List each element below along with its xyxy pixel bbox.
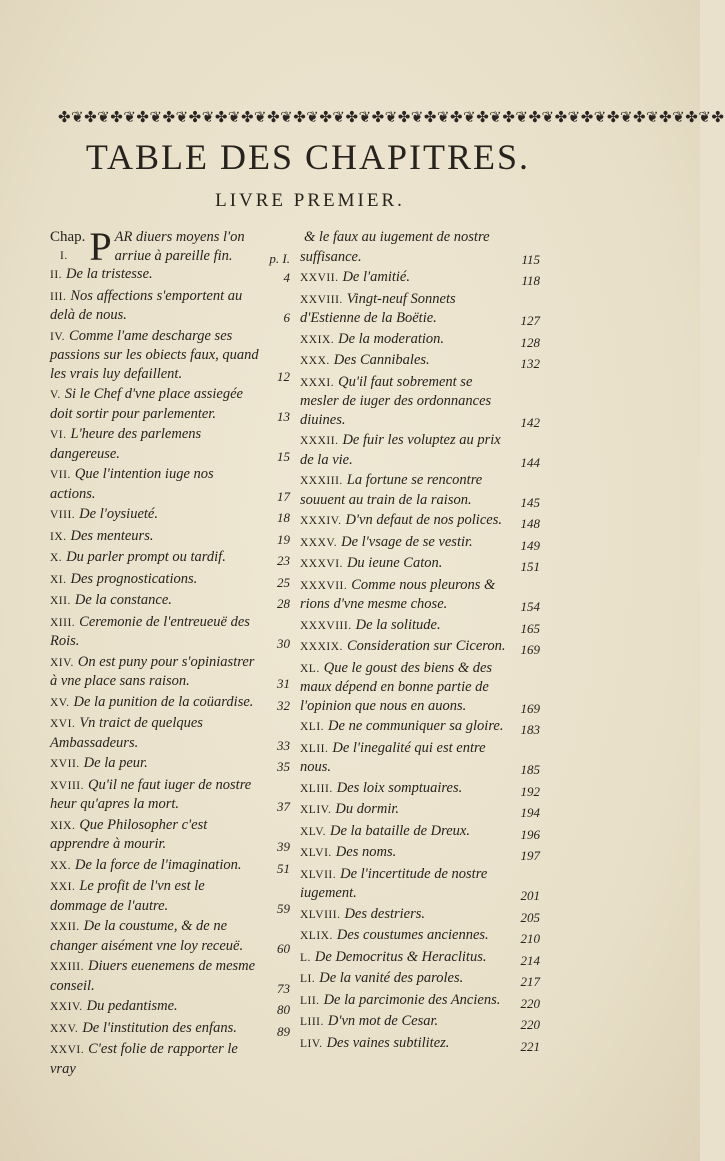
toc-entry-page: 221 [520, 1038, 540, 1054]
toc-entry [300, 717, 540, 737]
toc-entry-title: Du ieune Caton. [346, 555, 443, 571]
toc-entry-number: VIII. [50, 509, 76, 521]
toc-entry-page: 18 [277, 510, 290, 525]
toc-entry-number: XXI. [50, 881, 76, 893]
toc-entry-page: 210 [520, 931, 540, 946]
toc-entry-title: Des destriers. [344, 905, 426, 922]
toc-entry-title: D'vn mot de Cesar. [327, 1013, 439, 1029]
toc-entry [50, 548, 290, 568]
toc-entry [50, 997, 290, 1017]
book-subtitle: LIVRE PREMIER. [215, 190, 405, 211]
toc-entry [50, 465, 290, 503]
toc-entry-title: De l'inegalité qui est entre nous. [300, 739, 486, 775]
toc-entry-page: 220 [520, 1017, 540, 1032]
toc-entry [50, 877, 290, 915]
toc-entry-number: XXXVIII. [300, 619, 352, 632]
toc-entry-title: De ne communiquer sa gloire. [328, 718, 504, 734]
toc-entry-page: 12 [277, 368, 290, 384]
toc-entry-page: 127 [520, 313, 540, 328]
toc-entry-number: XV. [50, 696, 70, 709]
toc-entry-page: 154 [520, 599, 540, 614]
toc-entry-number: XXXVI. [300, 558, 343, 570]
toc-entry-number: XIV. [50, 656, 74, 669]
toc-entry [50, 570, 290, 590]
toc-entry-title: De la peur. [83, 755, 148, 771]
toc-entry-number: XXXIV. [300, 515, 342, 527]
toc-entry-title: Ceremonie de l'entreueuë des Rois. [50, 613, 250, 649]
toc-entry-number: XVIII. [50, 779, 84, 792]
toc-entry [50, 287, 290, 325]
toc-right-column [300, 228, 540, 1055]
toc-entry-page: 185 [520, 762, 540, 777]
toc-entry-title: Des Cannibales. [333, 352, 430, 368]
toc-entry-number: V. [50, 389, 61, 401]
toc-entry [300, 905, 540, 925]
toc-entry-title: De la bataille de Dreux. [329, 822, 470, 839]
toc-entry-title: Comme nous pleurons & rions d'vne mesme chose. [300, 576, 496, 612]
toc-entry [50, 856, 290, 876]
toc-entry-title: Des menteurs. [70, 527, 154, 544]
toc-entry-number: X. [50, 552, 63, 564]
toc-entry-title: De l'oysiueté. [79, 506, 158, 522]
toc-entry-title: De la punition de la coüardise. [73, 693, 254, 710]
toc-entry-page: 197 [520, 848, 540, 863]
toc-entry [50, 505, 290, 525]
toc-entry-title: De Democritus & Heraclitus. [314, 948, 487, 965]
toc-entry-page: 151 [520, 559, 540, 574]
toc-entry-number: XVI. [50, 718, 76, 730]
drop-cap: P [89, 224, 112, 269]
toc-entry-title: Du pedantisme. [86, 998, 178, 1014]
toc-entry [50, 653, 290, 691]
toc-entry [50, 714, 290, 752]
toc-entry [50, 613, 290, 651]
toc-entry-page: 37 [277, 799, 290, 814]
toc-entry [300, 779, 540, 799]
toc-entry-page: 32 [277, 697, 290, 713]
toc-entry [300, 290, 540, 328]
toc-entry-page: 19 [277, 531, 290, 547]
toc-entry-number: XLII. [300, 742, 329, 755]
toc-entry-page: 165 [520, 620, 540, 636]
toc-entry-page: 73 [277, 980, 290, 996]
toc-entry-number: IX. [50, 530, 67, 543]
toc-entry-number: XXVIII. [300, 293, 343, 306]
toc-entry-page: 13 [277, 408, 290, 424]
toc-entry [50, 591, 290, 611]
toc-entry-page: 51 [277, 860, 290, 876]
toc-entry-title: De la force de l'imagination. [75, 856, 242, 873]
toc-entry-first [50, 224, 290, 269]
toc-entry-number: XIX. [50, 819, 76, 832]
toc-entry-number: XXXVII. [300, 579, 348, 592]
toc-entry [50, 957, 290, 995]
toc-entry-number: XXX. [300, 355, 330, 367]
toc-entry [50, 693, 290, 713]
toc-entry [300, 659, 540, 716]
toc-entry-page: 59 [277, 900, 290, 916]
toc-entry-number: XXXI. [300, 376, 335, 389]
toc-entry-title: De la coustume, & de ne changer aisément vne loy receuë. [50, 918, 244, 954]
toc-entry [50, 327, 290, 384]
toc-entry-title: De l'amitié. [342, 269, 410, 285]
toc-right-list [300, 228, 540, 1055]
toc-entry [50, 754, 290, 774]
toc-entry-title: De la constance. [74, 592, 172, 608]
toc-entry-number: XLVIII. [300, 908, 341, 921]
toc-entry-page: 183 [520, 722, 540, 737]
toc-entry-title: & le faux au iugement de nostre suffisance. [300, 229, 490, 265]
toc-entry [300, 431, 540, 469]
toc-entry-title: De l'institution des enfans. [82, 1019, 237, 1036]
toc-entry [50, 425, 290, 463]
toc-entry-number: XL. [300, 662, 320, 675]
toc-entry-title: Consideration sur Ciceron. [346, 638, 506, 654]
toc-entry-title: De la parcimonie des Anciens. [323, 991, 501, 1008]
toc-entry-title: Si le Chef d'vne place assiegée doit sortir pour parlementer. [50, 386, 243, 422]
toc-entry-number: XI. [50, 573, 67, 586]
toc-entry [300, 1034, 540, 1054]
toc-entry [300, 533, 540, 553]
toc-entry [300, 471, 540, 509]
toc-entry-title: De l'incertitude de nostre iugement. [300, 865, 488, 901]
toc-entry-number: XXXII. [300, 435, 339, 447]
toc-entry-title: Du dormir. [335, 801, 400, 817]
toc-entry-page: p. I. [269, 250, 290, 266]
toc-entry-page: 192 [520, 783, 540, 799]
toc-entry-title: Des vaines subtilitez. [326, 1034, 450, 1051]
toc-entry-number: LI. [300, 973, 316, 985]
toc-entry-number: XLV. [300, 825, 326, 838]
toc-entry-number: XLI. [300, 721, 325, 733]
toc-left-column [50, 224, 290, 1080]
toc-entry-title: Qu'il faut sobrement se mesler de iuger des ordonnances diuines. [300, 373, 492, 428]
toc-entry-number: L. [300, 951, 311, 964]
toc-entry [300, 616, 540, 636]
toc-entry-title: Vingt-neuf Sonnets d'Estienne de la Boëtie. [300, 290, 456, 326]
toc-entry [300, 800, 540, 820]
toc-entry-number: XXII. [50, 921, 80, 933]
toc-entry-number: LII. [300, 994, 320, 1007]
toc-entry [300, 843, 540, 863]
toc-entry-page: 220 [520, 995, 540, 1011]
toc-entry [50, 385, 290, 423]
toc-entry-number: XXIX. [300, 333, 335, 346]
toc-entry-page: 205 [520, 909, 540, 925]
toc-entry-page: 217 [520, 974, 540, 989]
toc-entry-page: 144 [520, 454, 540, 470]
toc-entry-page: 15 [277, 448, 290, 464]
page-title: TABLE DES CHAPITRES. [85, 137, 531, 177]
toc-entry [300, 1012, 540, 1032]
toc-entry-title: De la vanité des paroles. [319, 970, 464, 986]
toc-entry-number: XLIII. [300, 782, 333, 795]
toc-entry [300, 637, 540, 657]
toc-entry-page: 6 [283, 310, 290, 325]
toc-entry-page: 115 [521, 251, 540, 267]
toc-entry-page: 214 [520, 952, 540, 968]
toc-entry-number: III. [50, 290, 67, 303]
toc-entry-number: LIII. [300, 1016, 324, 1028]
toc-entry-title: De la moderation. [338, 330, 445, 347]
toc-entry [300, 554, 540, 574]
toc-entry [50, 816, 290, 854]
toc-entry-page: 149 [520, 537, 540, 553]
toc-entry [300, 373, 540, 430]
toc-entry [50, 776, 290, 814]
toc-entry-page: 169 [520, 700, 540, 716]
toc-entry-title: De la tristesse. [66, 266, 153, 282]
toc-entry-page: 201 [520, 888, 540, 903]
toc-entry-number: XVII. [50, 758, 80, 770]
toc-entry-page: 28 [277, 596, 290, 611]
chap-label: Chap. [50, 229, 86, 245]
toc-entry [300, 969, 540, 989]
toc-entry-page: 4 [283, 270, 290, 285]
toc-entry-page: 33 [277, 737, 290, 753]
toc-entry-number: XLIX. [300, 930, 333, 942]
ornament-border: ✤❦✤❦✤❦✤❦✤❦✤❦✤❦✤❦✤❦✤❦✤❦✤❦✤❦✤❦✤❦✤❦✤❦✤❦✤❦✤❦✤❦✤❦✤❦✤❦✤❦✤ [58, 108, 725, 126]
toc-entry-title: Que Philosopher c'est apprendre à mourir. [50, 816, 208, 852]
toc-entry-page: 30 [277, 636, 290, 651]
toc-entry-title: Du parler prompt ou tardif. [66, 549, 226, 565]
toc-entry-title: La fortune se rencontre souuent au train de la raison. [300, 472, 483, 508]
toc-entry-page: 23 [277, 553, 290, 568]
toc-entry-number: VII. [50, 469, 71, 481]
toc-entry-title: Nos affections s'emportent au delà de nous. [50, 287, 243, 323]
toc-entry [50, 265, 290, 285]
toc-entry-number: XIII. [50, 616, 76, 629]
toc-entry-page: 128 [520, 334, 540, 350]
toc-entry-number: XLVI. [300, 847, 332, 859]
toc-entry-title: Vn traict de quelques Ambassadeurs. [50, 715, 203, 751]
toc-entry-page: 118 [521, 273, 540, 288]
toc-entry [50, 527, 290, 547]
toc-entry-number: XXVI. [50, 1044, 85, 1056]
toc-entry [300, 865, 540, 903]
toc-entry-title: Des coustumes anciennes. [336, 927, 489, 943]
toc-entry [300, 926, 540, 946]
toc-entry-number: XXXIII. [300, 475, 343, 487]
toc-entry-page: 35 [277, 759, 290, 774]
toc-entry-title: L'heure des parlemens dangereuse. [50, 426, 202, 462]
toc-entry-title: Des loix somptuaires. [336, 779, 463, 796]
toc-entry-number: XII. [50, 595, 71, 607]
toc-entry-title: Comme l'ame descharge ses passions sur les obiects faux, quand les vrais luy defaillent. [50, 327, 259, 382]
toc-entry-page: 60 [277, 940, 290, 956]
toc-entry-number: XXV. [50, 1022, 79, 1035]
toc-entry-page: 145 [520, 494, 540, 510]
toc-entry [50, 917, 290, 955]
toc-entry [300, 991, 540, 1011]
toc-entry-number: VI. [50, 429, 67, 441]
toc-entry-title: C'est folie de rapporter le vray [50, 1041, 238, 1077]
toc-entry [300, 822, 540, 842]
toc-entry-page: 39 [277, 839, 290, 854]
toc-entry-number: XXIII. [50, 961, 84, 973]
toc-entry-title: Des noms. [335, 844, 397, 860]
toc-entry [300, 739, 540, 777]
toc-entry [300, 576, 540, 614]
toc-entry-page: 142 [520, 414, 540, 430]
toc-entry-title: Qu'il ne faut iuger de nostre heur qu'apres la mort. [50, 776, 252, 812]
toc-left-list [50, 265, 290, 1080]
toc-entry [300, 268, 540, 288]
toc-entry-page: 89 [277, 1023, 290, 1039]
toc-entry-number: II. [50, 269, 63, 281]
toc-entry-title: D'vn defaut de nos polices. [345, 512, 502, 528]
toc-entry-number: XLVII. [300, 868, 337, 881]
toc-entry [300, 351, 540, 371]
toc-entry-page: 132 [520, 356, 540, 371]
toc-entry-page: 196 [520, 826, 540, 842]
toc-entry-page: 148 [520, 516, 540, 531]
toc-entry-number: XXIV. [50, 1001, 83, 1013]
toc-entry [300, 948, 540, 968]
toc-entry-number: XXVII. [300, 272, 339, 284]
toc-entry-page: 25 [277, 574, 290, 590]
toc-entry-title: Diuers euenemens de mesme conseil. [50, 958, 256, 994]
toc-entry [300, 228, 540, 266]
toc-entry-title: Que le goust des biens & des maux dépend en bonne partie de l'opinion que nous en auons. [300, 659, 493, 714]
toc-entry-title: On est puny pour s'opiniastrer à vne place sans raison. [50, 653, 255, 689]
toc-entry-page: 169 [520, 642, 540, 657]
toc-entry [50, 1019, 290, 1039]
toc-entry [50, 1040, 290, 1078]
toc-entry-title: Le profit de l'vn est le dommage de l'autre. [50, 878, 205, 914]
toc-entry-number: LIV. [300, 1037, 323, 1050]
toc-entry-page: 31 [277, 676, 290, 691]
toc-entry-number: IV. [50, 330, 66, 343]
toc-entry-number: XXXIX. [300, 641, 343, 653]
toc-entry-title: De l'vsage de se vestir. [341, 533, 473, 550]
toc-entry-number: XXXV. [300, 536, 338, 549]
toc-entry-title: Que l'intention iuge nos actions. [50, 466, 214, 502]
toc-entry-title: Des prognostications. [70, 570, 198, 587]
toc-entry [300, 511, 540, 531]
toc-entry-number: I. [60, 249, 68, 262]
toc-entry-title: De fuir les voluptez au prix de la vie. [300, 432, 501, 468]
toc-entry-page: 17 [277, 488, 290, 504]
toc-entry-title: De la solitude. [355, 616, 441, 633]
toc-entry-title: AR diuers moyens l'on arriue à pareille fin. [114, 229, 245, 264]
toc-entry-page: 194 [520, 805, 540, 820]
toc-entry-page: 80 [277, 1002, 290, 1017]
toc-entry-number: XLIV. [300, 804, 332, 816]
toc-entry-number: XX. [50, 859, 71, 872]
toc-entry [300, 330, 540, 350]
